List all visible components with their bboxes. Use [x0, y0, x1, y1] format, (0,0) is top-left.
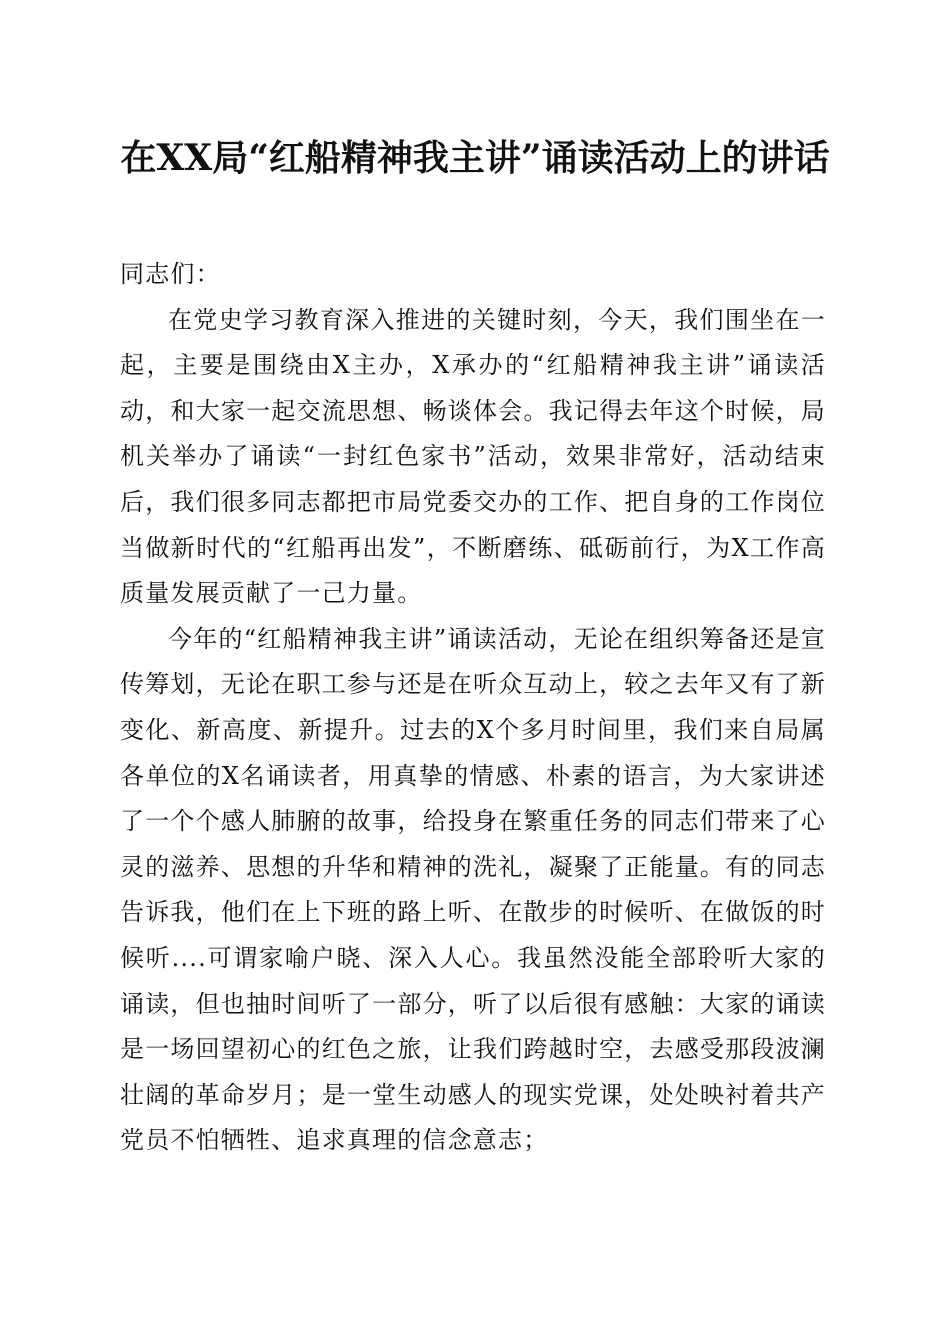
- paragraph-1: 在党史学习教育深入推进的关键时刻，今天，我们围坐在一起，主要是围绕由X主办，X承办的“红船精神我主讲”诵读活动，和大家一起交流思想、畅谈体会。我记得去年这个时候，局机关举办了诵读“一封红色家书”活动，效果非常好，活动结束后，我们很多同志都把市局党委交办的工作、把自身的工作岗位当做新时代的“红船再出发”，不断磨练、砥砺前行，为X工作高质量发展贡献了一己力量。: [120, 305, 826, 608]
- paragraph-2: 今年的“红船精神我主讲”诵读活动，无论在组织筹备还是宣传筹划，无论在职工参与还是在听众互动上，较之去年又有了新变化、新高度、新提升。过去的X个多月时间里，我们来自局属各单位的X名诵读者，用真挚的情感、朴素的语言，为大家讲述了一个个感人肺腑的故事，给投身在繁重任务的同志们带来了心灵的滋养、思想的升华和精神的洗礼，凝聚了正能量。有的同志告诉我，他们在上下班的路上听、在散步的时候听、在做饭的时候听....可谓家喻户晓、深入人心。我虽然没能全部聆听大家的诵读，但也抽时间听了一部分，听了以后很有感触：大家的诵读是一场回望初心的红色之旅，让我们跨越时空，去感受那段波澜壮阔的革命岁月；是一堂生动感人的现实党课，处处映衬着共产党员不怕牺牲、追求真理的信念意志；: [120, 624, 826, 1155]
- document-title: 在XX局“红船精神我主讲”诵读活动上的讲话: [120, 137, 830, 179]
- document-body: [120, 252, 826, 1164]
- salutation: 同志们：: [120, 260, 221, 288]
